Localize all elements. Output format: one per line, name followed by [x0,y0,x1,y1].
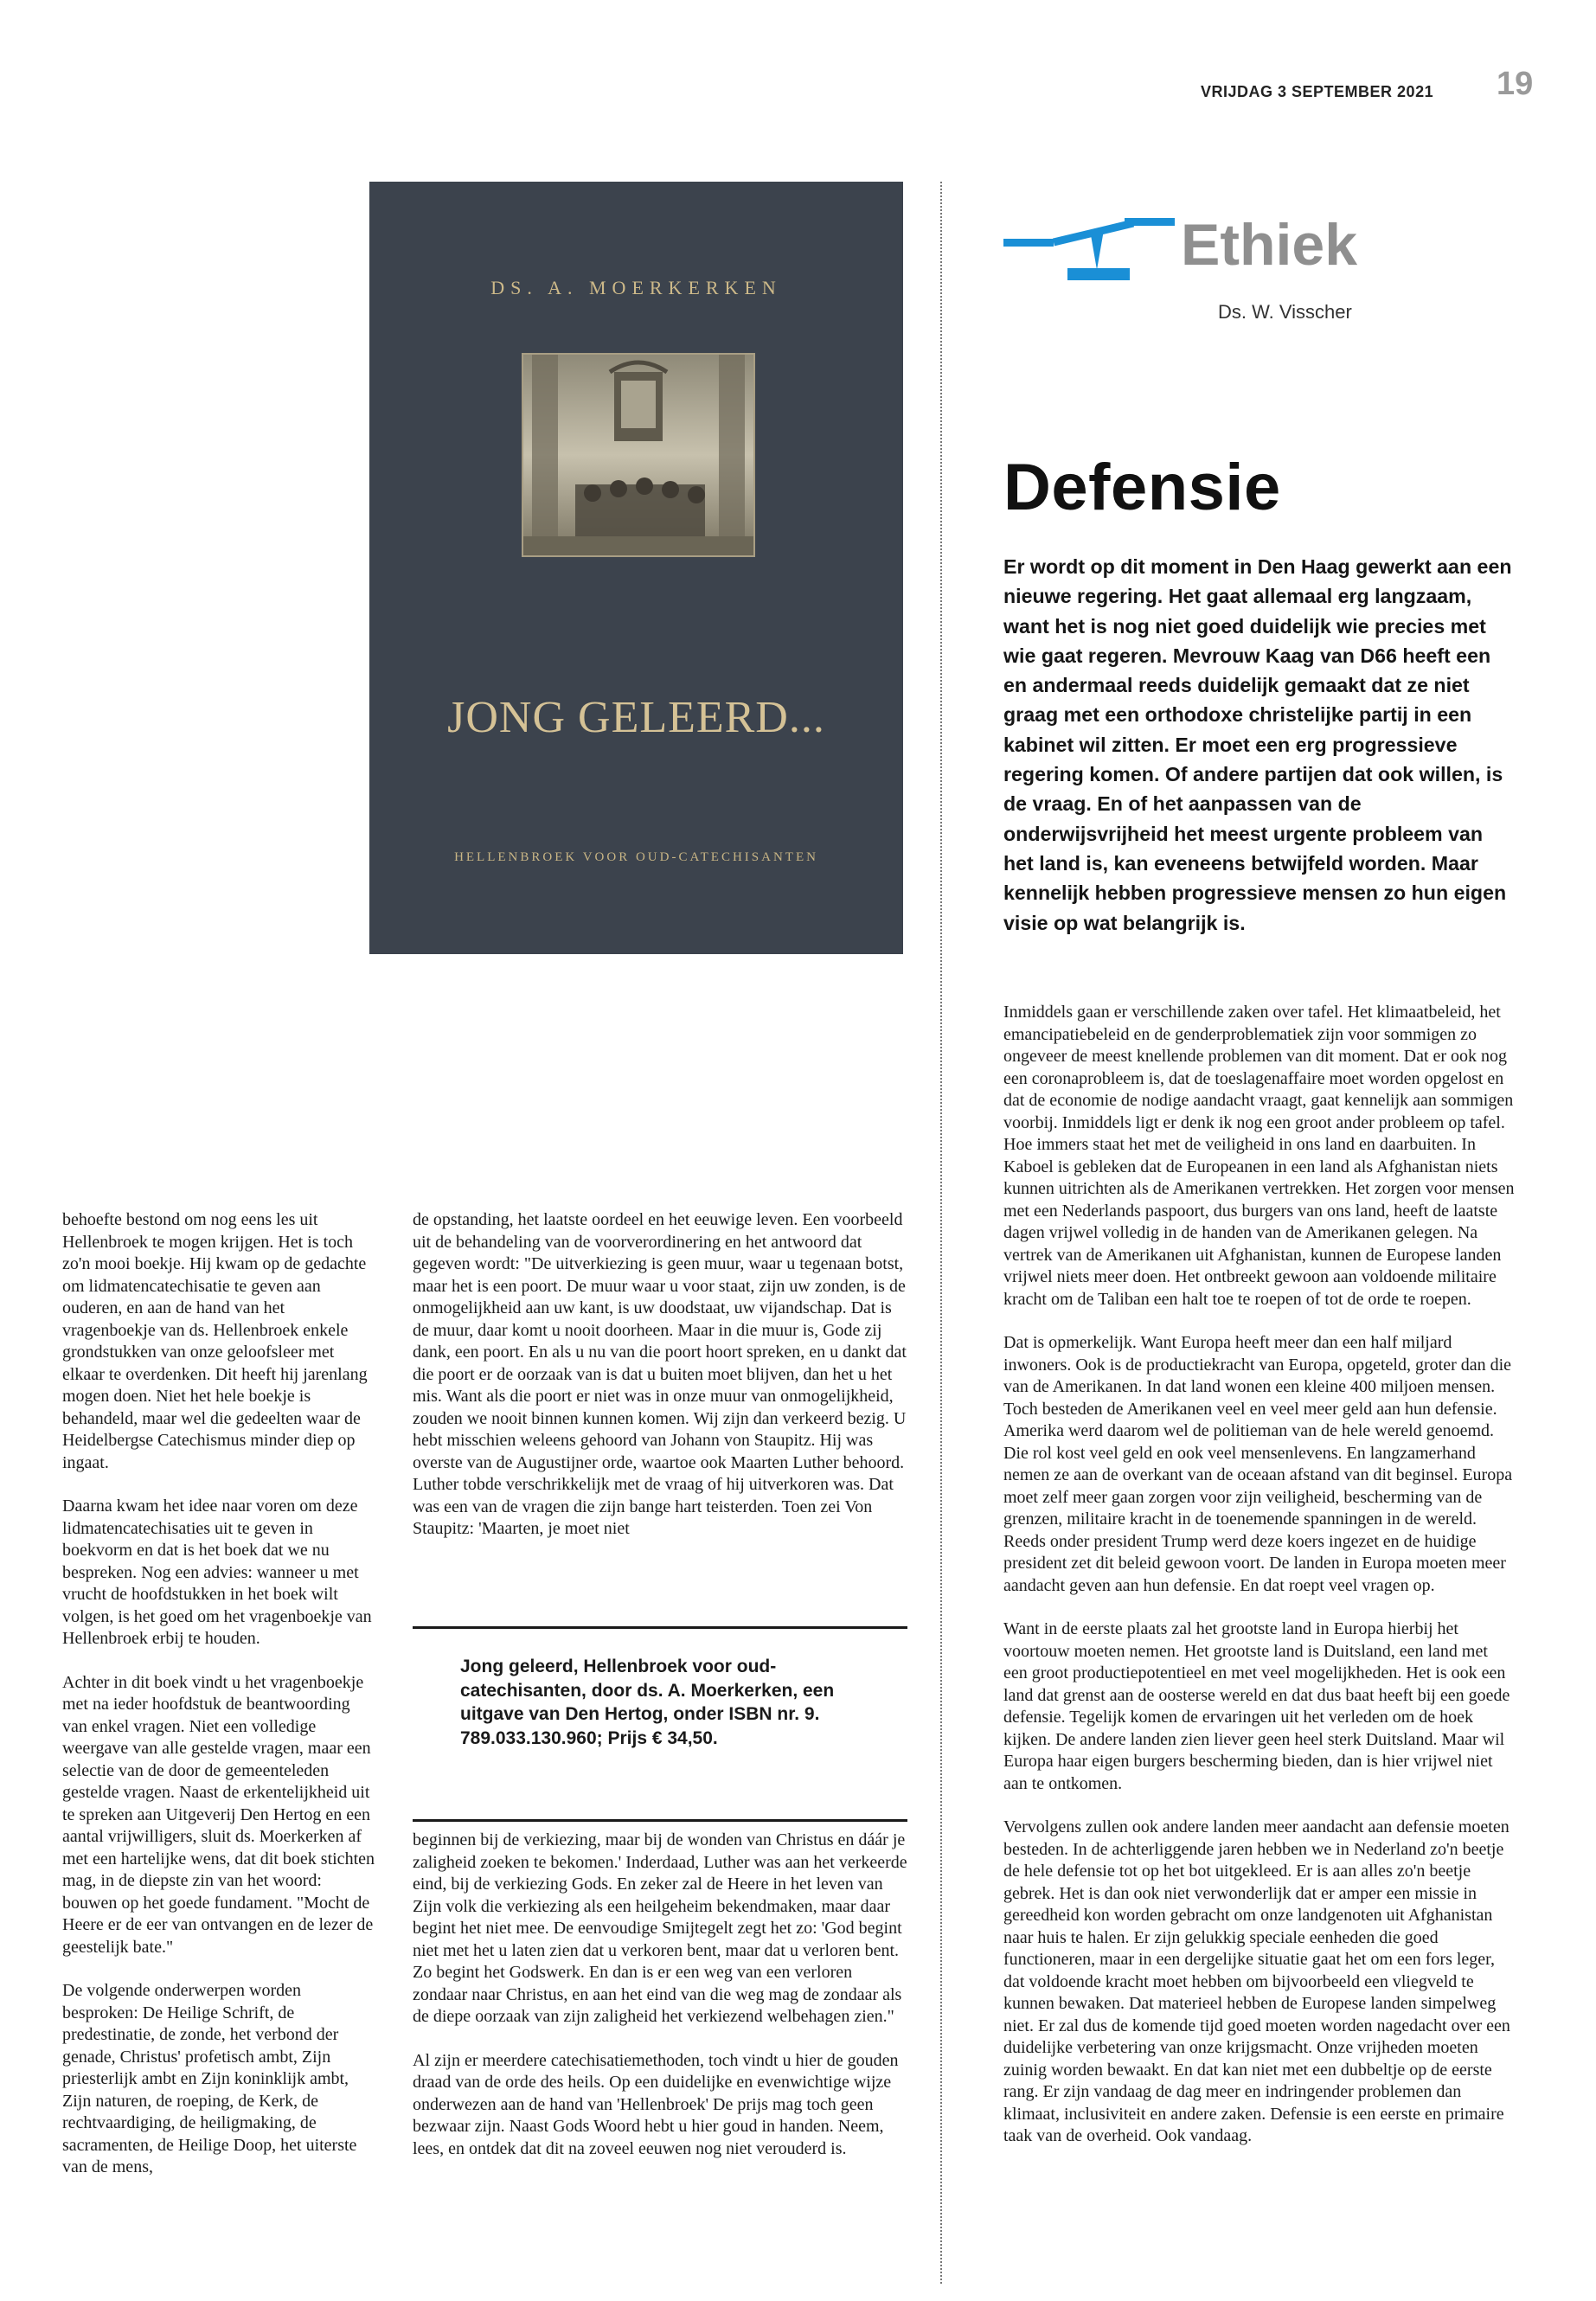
cover-author: DS. A. MOERKERKEN [490,277,782,298]
body-paragraph: Inmiddels gaan er verschillende zaken over tafel. Het klimaatbeleid, het emancipatiebeleid en de genderproblematiek zijn voor sommigen zo ongeveer de meest knellende problemen van dit moment. Dat er ook nog een coronaprobleem is, dat de toeslagenaffaire moet worden opgelost en dat de economie de nodige aandacht vraagt, gaat kennelijk aan sommigen voorbij. Inmiddels ligt er denk ik nog een groot ander probleem op tafel. Hoe immers staat het met de veiligheid in ons land en daarbuiten. In Kaboel is gebleken dat de Europeanen in een land als Afghanistan niets kunnen uitrichten als de Amerikanen vertrekken. Het zorgen voor mensen met een Nederlands paspoort, dus burgers van ons land, heeft de laatste dagen vrijwel volledig in de handen van de Amerikanen gelegen. Na vertrek van de Amerikanen uit Afghanistan, kunnen de Europese landen vrijwel niets meer doen. Het ontbreekt gewoon aan voldoende militaire kracht om de Taliban een halt toe te roepen of tot de orde te roepen. [1003,1003,1515,1309]
review-column-1 [62,1209,379,2201]
section-title: Ethiek [1181,212,1358,278]
body-paragraph: De volgende onderwerpen worden besproken: De Heilige Schrift, de predestinatie, de zonde, het verbond der genade, Christus' profetisch ambt, Zijn priesterlijk ambt en Zijn koninklijk ambt, Zijn naturen, de roeping, de Kerk, de rechtvaardiging, de heiligmaking, de sacramenten, de Heilige Doop, het uiterste van de mens, [62,1981,357,2176]
column-author: Ds. W. Visscher [1218,301,1352,323]
page-number: 19 [1497,66,1534,102]
body-paragraph: Dat is opmerkelijk. Want Europa heeft meer dan een half miljard inwoners. Ook is de productiekracht van Europa, opgeteld, groter dan die van de Amerikanen. In dat land wonen een kleine 400 miljoen mensen. Toch besteden de Amerikanen veel en veel meer geld aan hun defensie. Amerika werd daarom wel de politieman van de hele wereld genoemd. Die rol kost veel geld en ook veel mensenlevens. En langzamerhand nemen ze aan de overkant van de oceaan afstand van dit beginsel. Europa moet zelf meer gaan zorgen voor zijn veiligheid, bescherming van de grenzen, militaire kracht in de toenemende spanningen in de wereld. Reeds onder president Trump werd deze koers ingezet en de huidige president zet dit beleid gewoon voort. De landen in Europa moeten meer aandacht geven aan hun defensie. En dat roept veel vragen op. [1003,1333,1513,1595]
body-paragraph: behoefte bestond om nog eens les uit Hellenbroek te mogen krijgen. Het is toch zo'n mooi boekje. Hij kwam op de gedachte om lidmatencatechisatie te geven aan ouderen, en aan de hand van het vragenboekje van ds. Hellenbroek enkele grondstukken van onze geloofsleer met elkaar te overdenken. Dit heeft hij jarenlang mogen doen. Niet het hele boekje is behandeld, maar wel die gedeelten waar de Heidelbergse Catechismus minder diep op ingaat. [62,1210,368,1472]
body-paragraph: de opstanding, het laatste oordeel en het eeuwige leven. Een voorbeeld uit de behandeling van de voorverordinering en het antwoord dat gegeven wordt: "De uitverkiezing is geen muur, waar u tegenaan botst, maar het is een poort. De muur waar u voor staat, zijn uw zonden, is de onmogelijkheid aan uw kant, is uw doodstaat, uw vijandschap. Dat is de muur, daar komt u nooit doorheen. Maar in die muur is, Gode zij dank, een poort. En als u nu van die poort hoort spreken, en u dankt dat die poort er de oorzaak van is dat u buiten moet blijven, dan het u het mis. Want als die poort er niet was in onze muur van onmogelijkheid, zouden we nooit binnen kunnen komen. Wij zijn dan verkeerd bezig. U hebt misschien weleens gehoord van Johann von Staupitz. Hij was overste van de Augustijner orde, waartoe ook Maarten Luther behoord. Luther tobde verschrikkelijk met de vraag of hij uitverkoren was. Dat was een van de vragen die zijn bange hart teisterden. Toen zei Von Staupitz: 'Maarten, je moet niet [413,1210,907,1538]
article-headline: Defensie [1003,451,1281,524]
review-column-2-top [413,1209,910,1562]
cover-engraving-image [522,353,755,557]
column-body [1003,1002,1516,2170]
body-paragraph: Want in de eerste plaats zal het grootste land in Europa hierbij het voortouw moeten nemen. Het grootste land is Duitsland, een land met een groot productiepotentieel en met veel mogelijkheden. Het is ook een land dat grenst aan de oosterse wereld en dat dus baat heeft bij een goede defensie. Tegelijk komen de ervaringen uit het verleden om de hoek kijken. De andere landen zien liever geen heel sterk Duitsland. Maar wil Europa haar eigen burgers bescherming bieden, dan is hier vrijwel niet aan te ontkomen. [1003,1619,1510,1793]
article-lead: Er wordt op dit moment in Den Haag gewerkt aan een nieuwe regering. Het gaat allemaal erg langzaam, want het is nog niet goed duidelijk wie precies met wie gaat regeren. Mevrouw Kaag van D66 heeft een en andermaal reeds duidelijk gemaakt dat ze niet graag met een orthodoxe christelijke partij in een kabinet wil zitten. Er moet een erg progressieve regering komen. Of andere partijen dat ook willen, is de vraag. En of het aanpassen van de onderwijsvrijheid het meest urgente probleem van het land is, kan eveneens betwijfeld worden. Maar kennelijk hebben progressieve mensen zo hun eigen visie op wat belangrijk is. [1003,555,1512,934]
body-paragraph: Vervolgens zullen ook andere landen meer aandacht aan defensie moeten besteden. In de achterliggende jaren hebben we in Nederland zo'n beetje de hele defensie tot op het bot uitgekleed. Er is aan alles zo'n beetje gebrek. Het is dan ook niet verwonderlijk dat er amper een missie in gereedheid kon worden gebracht om onze landgenoten uit Afghanistan naar huis te halen. Er zijn gelukkig speciale eenheden die goed functioneren, maar in een dergelijke situatie gaat het om een fors leger, dat voldoende kracht moet hebben om bijvoorbeeld een vliegveld te kunnen bewaken. Dat materieel hebben de Europese landen simpelweg niet. Er zal dus de komende tijd goed moeten worden nagedacht over een duidelijke verbetering van onze krijgsmacht. Onze vrijheden moeten zuinig worden bewaakt. En dat kan niet met een dubbeltje op de eerste rang. Er zijn vandaag de dag meer en indringender problemen dan klimaat, inclusiviteit en andere zaken. Defensie is een eerste en primaire taak van de overheid. Ook vandaag. [1003,1817,1510,2145]
review-column-2-bottom [413,1830,910,2182]
issue-date: VRIJDAG 3 SEPTEMBER 2021 [1201,83,1434,100]
cover-subtitle: HELLENBROEK VOOR OUD-CATECHISANTEN [454,850,818,864]
body-paragraph: Daarna kwam het idee naar voren om deze lidmatencatechisaties uit te geven in boekvorm en dat is het boek dat we nu bespreken. Nog een advies: wanneer u met vrucht de hoofdstukken in het boek wilt volgen, is het goed om het vragenboekje van Hellenbroek erbij te houden. [62,1497,372,1648]
book-cover-image [369,182,903,954]
cover-title: JONG GELEERD... [447,693,825,742]
scales-icon [1003,208,1176,292]
book-info-box [413,1626,907,1822]
body-paragraph: beginnen bij de verkiezing, maar bij de wonden van Christus en dáár je zaligheid zoeken te bekomen.' Inderdaad, Luther was aan het verkeerde eind, bij de verkiezing Gods. En zeker zal de Heere in het leven van Zijn volk die verkiezing als een heilgeheim bekendmaken, maar daar begint het niet mee. De eenvoudige Smijtegelt zegt het zo: 'God begint niet met het u laten zien dat u verkoren bent, maar dat u verloren bent. Zo begint het Godswerk. En dan is er een weg van een verloren zondaar naar Christus, en aan het eind van die weg mag de zondaar als de diepe oorzaak van zijn zaligheid het verkiezend welbehagen zien." [413,1830,907,2026]
column-divider [940,182,942,2284]
book-info-text: Jong geleerd, Hellenbroek voor oud-catechisanten, door ds. A. Moerkerken, een uitgave van Den Hertog, onder ISBN nr. 9. 789.033.130.960; Prijs € 34,50. [460,1657,835,1748]
body-paragraph: Achter in dit boek vindt u het vragenboekje met na ieder hoofdstuk de beantwoording van enkel vragen. Niet een volledige weergave van alle gestelde vragen, maar een selectie van de door de gemeenteleden gestelde vragen. Naast de erkentelijkheid uit te spreken aan Uitgeverij Den Hertog en een aantal vrijwilligers, sluit ds. Moerkerken af met een hartelijke wens, dat dit boek stichten mag, in de diepste zin van het woord: bouwen op het goede fundament. "Mocht de Heere er de eer van ontvangen en de lezer de geestelijk bate." [62,1672,375,1957]
body-paragraph: Al zijn er meerdere catechisatiemethoden, toch vindt u hier de gouden draad van de orde des heils. Op een duidelijke en evenwichtige wijze onderwezen aan de hand van 'Hellenbroek' De prijs mag toch geen bezwaar zijn. Naast Gods Woord hebt u hier goud in handen. Neem, lees, en ontdek dat dit na zoveel eeuwen nog niet verouderd is. [413,2050,899,2158]
